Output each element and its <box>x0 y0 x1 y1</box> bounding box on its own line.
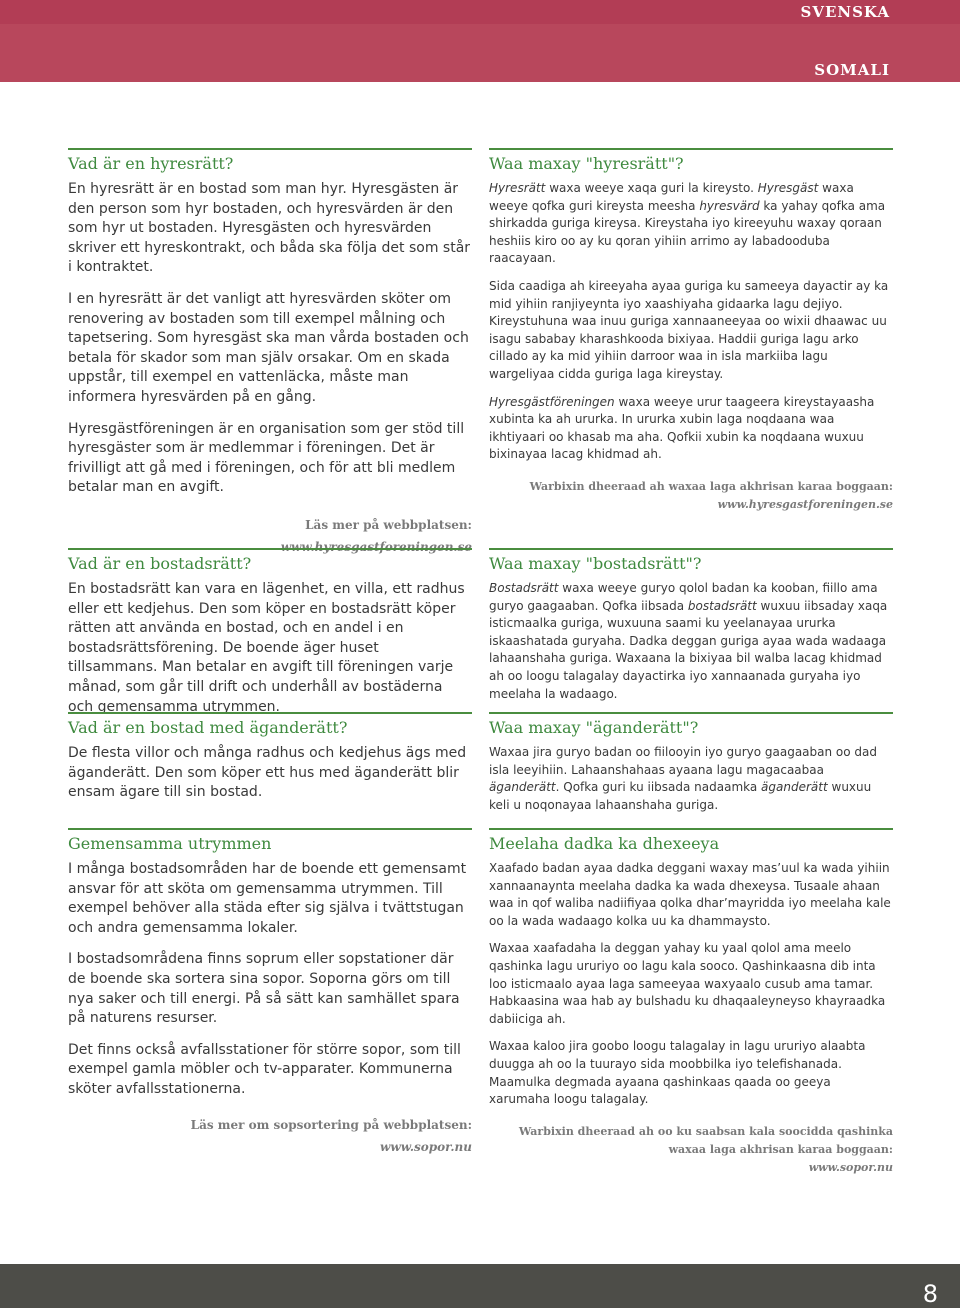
paragraph: I bostadsområdena finns soprum eller sopstationer där de boende ska sortera sina sopor. Soporna görs om till nya saker och till energi. På så sätt kan samhället spara på naturens resurser. <box>68 951 460 1027</box>
so-section-bostadsratt <box>489 548 893 703</box>
sv-section-gemensamma-utrymmen <box>68 828 472 1158</box>
language-label-somali: SOMALI <box>814 61 890 79</box>
website-link[interactable]: www.sopor.nu <box>808 1160 893 1174</box>
read-more-label: Läs mer om sopsortering på webbplatsen: <box>190 1117 472 1132</box>
paragraph: De flesta villor och många radhus och kedjehus ägs med äganderätt. Den som köper ett hus med äganderätt blir ensam ägare till sin bostad. <box>68 745 467 801</box>
paragraph: Waxaa xaafadaha la deggan yahay ku yaal qolol ama meelo qashinka lagu ururiyo oo lagu kala sooco. Qashinkaasna dib inta loo isticmaalo ayaa laga sameeyaa waxyaalo cusub ama tamar. Habkaasina waa hab ay bulshadu ku dhaqaaleyneyso khayraadka dabiiciga ah. <box>489 941 886 1026</box>
page-number: 8 <box>922 1280 938 1308</box>
paragraph: Hyresrätt waxa weeye xaqa guri la kireysto. Hyresgäst waxa weeye qofka guri kireysta meesha hyresvärd ka yahay qofka ama shirkadda guriga kireysa. Kireystaha iyo kireeyuhu waxay qoraan heshiis kiro oo ay ku qoran yihiin arrimo ay labadooduba raacayaan. <box>489 181 886 266</box>
website-link[interactable]: www.sopor.nu <box>380 1139 472 1154</box>
so-section-aganderatt <box>489 712 893 814</box>
paragraph: I en hyresrätt är det vanligt att hyresvärden sköter om renovering av bostaden som till exempel målning och tapetsering. Som hyresgäst ska man vårda bostaden och betala för skador som man själv orsakar. Om en skada uppstår, till exempel en vattenläcka, måste man informera hyresvärden på en gång. <box>68 290 469 405</box>
paragraph: Hyresgästföreningen waxa weeye urur taageera kireystayaasha xubinta ka ah ururka. In ururka xubin laga noqdaana waa ikhtiyaari oo khasab ma aha. Qofkii xubin ka noqdaana wuxuu bixinayaa lacag khidmad ah. <box>489 394 875 462</box>
footer-bar <box>0 1264 960 1308</box>
section-heading: Waa maxay "äganderätt"? <box>489 712 893 738</box>
read-more-label: Warbixin dheeraad ah oo ku saabsan kala soocidda qashinka waxaa laga akhrisan karaa boggaan: <box>518 1124 893 1156</box>
section-heading: Vad är en bostad med äganderätt? <box>68 712 472 738</box>
paragraph: I många bostadsområden har de boende ett gemensamt ansvar för att sköta om gemensamma utrymmen. Till exempel behöver alla städa efter sig själva i tvättstugan och andra gemensamma lokaler. <box>68 861 467 936</box>
paragraph: Bostadsrätt waxa weeye guryo qolol badan ka kooban, fiillo ama guryo gaagaaban. Qofka iibsada bostadsrätt wuxuu iibsaday xaqa isticmaalka guriga, wuxuuna saami ku yeelanayaa ururka iskaashatada guryaha. Dadka deggan guriga ayaa wada wadaaga lahaanshaha guriga. Waxaana la bixiyaa bil walba lacag khidmad ah oo loogu talagalay dayactirka iyo xannaanada guryaha iyo meelaha la wadaago. <box>489 581 888 701</box>
so-section-meelaha <box>489 828 893 1177</box>
section-heading: Gemensamma utrymmen <box>68 828 472 854</box>
sv-section-hyresratt <box>68 148 472 558</box>
section-heading: Vad är en bostadsrätt? <box>68 548 472 574</box>
section-heading: Waa maxay "bostadsrätt"? <box>489 548 893 574</box>
language-label-svenska: SVENSKA <box>800 3 890 21</box>
paragraph: Xaafado badan ayaa dadka deggani waxay mas’uul ka wada yihiin xannaanaynta meelaha dadka ka wada dhexeysa. Tusaale ahaan waa in qof waliba nadiifiyaa qolka dhar’mayridda iyo meelaha kale oo la wada wadaago kolka uu ka dhammaysto. <box>489 861 891 928</box>
sv-section-bostadsratt <box>68 548 472 717</box>
so-section-hyresratt <box>489 148 893 514</box>
paragraph: Det finns också avfallsstationer för större sopor, som till exempel gamla möbler och tv-apparater. Kommunerna sköter avfallsstationerna. <box>68 1041 461 1097</box>
read-more-label: Läs mer på webbplatsen: <box>305 517 472 532</box>
website-link[interactable]: www.hyresgastforeningen.se <box>717 497 893 511</box>
paragraph: Sida caadiga ah kireeyaha ayaa guriga ku sameeya dayactir ay ka mid yihiin ranjiyeynta iyo xaashiyaha gidaarka lagu dejiyo. Kireystuhuna waa inuu guriga xannaaneeyaa oo wixii dhaawac uu isagu sababay kharashkooda bixiyaa. Haddii guriga lagu arko cillado ay ka mid yihiin darroor waa in isla markiiba lagu wargeliyaa cidda guriga laga kireystay. <box>489 278 889 381</box>
paragraph: En bostadsrätt kan vara en lägenhet, en villa, ett radhus eller ett kedjehus. Den som köper en bostadsrätt köper rätten att använda en bostad, och en andel i en bostadsrättsförening. De boende äger huset tillsammans. Man betalar en avgift till föreningen varje månad, som går till drift och underhåll av bostäderna och gemensamma utrymmen. <box>68 581 465 715</box>
section-heading: Vad är en hyresrätt? <box>68 148 472 174</box>
section-heading: Meelaha dadka ka dhexeeya <box>489 828 893 854</box>
read-more-label: Warbixin dheeraad ah waxaa laga akhrisan karaa boggaan: <box>529 479 893 493</box>
website-link[interactable]: www.hyresgastforeningen.se <box>280 539 472 554</box>
section-heading: Waa maxay "hyresrätt"? <box>489 148 893 174</box>
paragraph: Waxaa jira guryo badan oo fiilooyin iyo guryo gaagaaban oo dad isla leeyihiin. Lahaanshahaas ayaana lagu magacaabaa äganderätt. Qofka guri ku iibsada nadaamka äganderätt wuxuu keli u noqonayaa lahaanshaha guriga. <box>489 745 878 812</box>
paragraph: En hyresrätt är en bostad som man hyr. Hyresgästen är den person som hyr bostaden, och hyresvärden är den som hyr ut bostaden. Hyresgästen och hyresvärden skriver ett hyreskontrakt, och båda ska följa det som står i kontraktet. <box>68 181 471 276</box>
paragraph: Waxaa kaloo jira goobo loogu talagalay in lagu ururiyo alaabta duugga ah oo la tuurayo sida moobbilka iyo telefishanada. Maamulka degmada ayaana qashinkaas qaada oo geeya xarumaha loogu talagalay. <box>489 1039 866 1107</box>
sv-section-aganderatt <box>68 712 472 803</box>
paragraph: Hyresgästföreningen är en organisation som ger stöd till hyresgäster som är medlemmar i föreningen. Det är frivilligt att gå med i föreningen, och för att bli medlem betalar man en avgift. <box>68 420 465 496</box>
